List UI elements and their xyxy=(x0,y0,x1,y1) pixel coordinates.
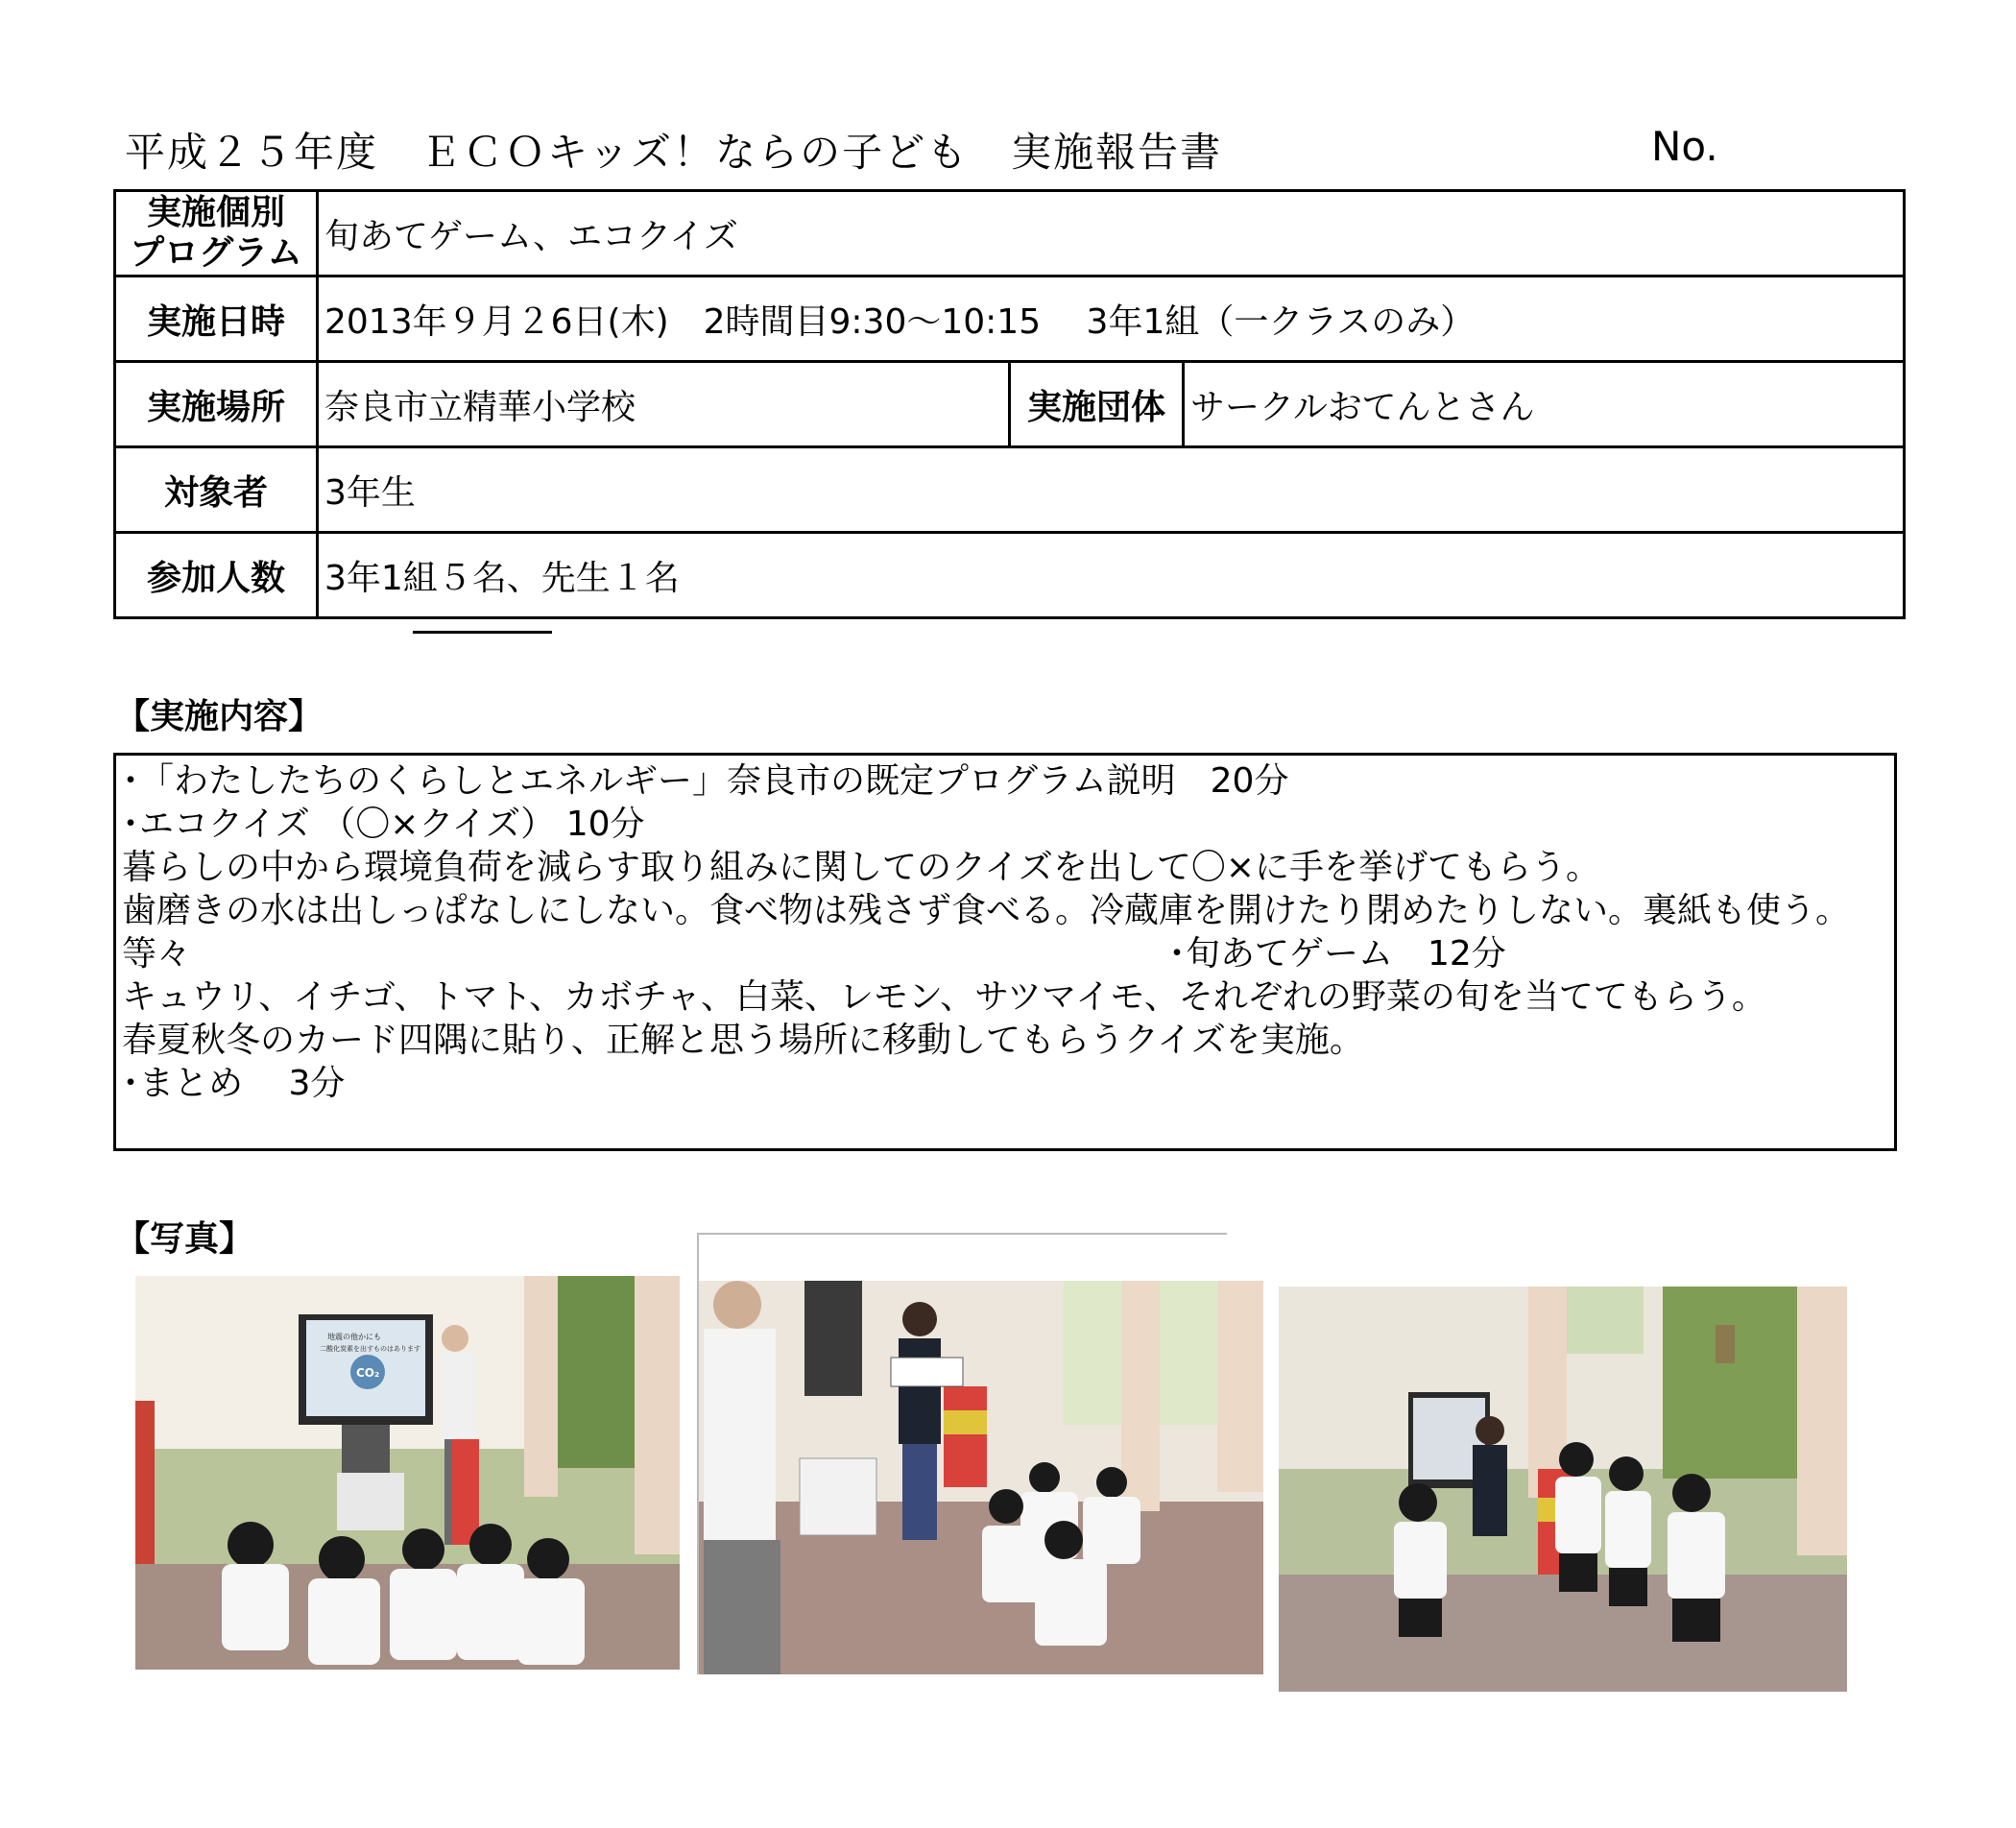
date-row xyxy=(115,277,1905,362)
date-value: 2013年９月２6日(木) 2時間目9:30～10:15 3年1組（一クラスのみ） xyxy=(318,277,1905,362)
photo-quiz-game xyxy=(699,1281,1263,1674)
org-value: サークルおてんとさん xyxy=(1184,362,1905,447)
info-table xyxy=(113,189,1906,619)
content-line: 春夏秋冬のカード四隅に貼り、正解と思う場所に移動してもらうクイズを実施。 xyxy=(122,1021,1364,1060)
participants-value: 3年1組５名、先生１名 xyxy=(318,533,1905,618)
participants-row xyxy=(115,533,1905,618)
program-row xyxy=(115,191,1905,277)
content-box xyxy=(113,753,1897,1151)
photo-quiz-game-image xyxy=(699,1281,1263,1674)
photo-presentation-image xyxy=(135,1276,680,1670)
place-value: 奈良市立精華小学校 xyxy=(318,362,1010,447)
target-row xyxy=(115,447,1905,533)
photos-section-label: 【写真】 xyxy=(115,1219,254,1259)
place-label: 実施場所 xyxy=(115,362,318,447)
photo1-screen-text: 地震の他かにも xyxy=(327,1333,381,1341)
photo1-co2-label: CO₂ xyxy=(356,1366,380,1380)
photo-children-moving-image xyxy=(1279,1287,1847,1692)
content-line: ･まとめ 3分 xyxy=(122,1064,346,1103)
content-line: ･「わたしたちのくらしとエネルギー」奈良市の既定プログラム説明 20分 xyxy=(122,761,1289,801)
org-label: 実施団体 xyxy=(1010,362,1184,447)
photo1-screen-text: 二酸化炭素を出すものはあります xyxy=(320,1345,420,1353)
program-value: 旬あてゲーム、エコクイズ xyxy=(318,191,1905,277)
target-label: 対象者 xyxy=(115,447,318,533)
content-section-label: 【実施内容】 xyxy=(115,697,324,736)
target-value: 3年生 xyxy=(318,447,1905,533)
content-line: 暮らしの中から環境負荷を減らす取り組みに関してのクイズを出して〇×に手を挙げてもらう。 xyxy=(122,848,1601,887)
content-line xyxy=(122,932,1888,975)
content-line: 歯磨きの水は出しっぱなしにしない。食べ物は残さず食べる。冷蔵庫を開けたり閉めたりしない。裏紙も使う。 xyxy=(122,891,1851,930)
program-label-line1: 実施個別 xyxy=(146,193,285,232)
photo-presentation xyxy=(135,1276,680,1670)
underline-mark xyxy=(413,631,552,634)
report-title: 平成２５年度 ＥＣＯキッズ！ならの子ども 実施報告書 xyxy=(125,129,1223,176)
content-line: キュウリ、イチゴ、トマト、カボチャ、白菜、レモン、サツマイモ、それぞれの野菜の旬を当ててもらう。 xyxy=(122,977,1766,1017)
photo-frame-line xyxy=(697,1233,1227,1235)
date-label: 実施日時 xyxy=(115,277,318,362)
content-line: ･エコクイズ （〇×クイズ） 10分 xyxy=(122,805,645,844)
content-line-text: 等々 xyxy=(122,934,192,974)
place-row xyxy=(115,362,1905,447)
program-label xyxy=(115,191,318,277)
participants-label: 参加人数 xyxy=(115,533,318,618)
photo-children-moving xyxy=(1279,1287,1847,1692)
program-label-line2: プログラム xyxy=(130,233,302,273)
report-number-label: No. xyxy=(1651,123,1718,170)
content-inline-item: ･旬あてゲーム 12分 xyxy=(1168,934,1506,974)
